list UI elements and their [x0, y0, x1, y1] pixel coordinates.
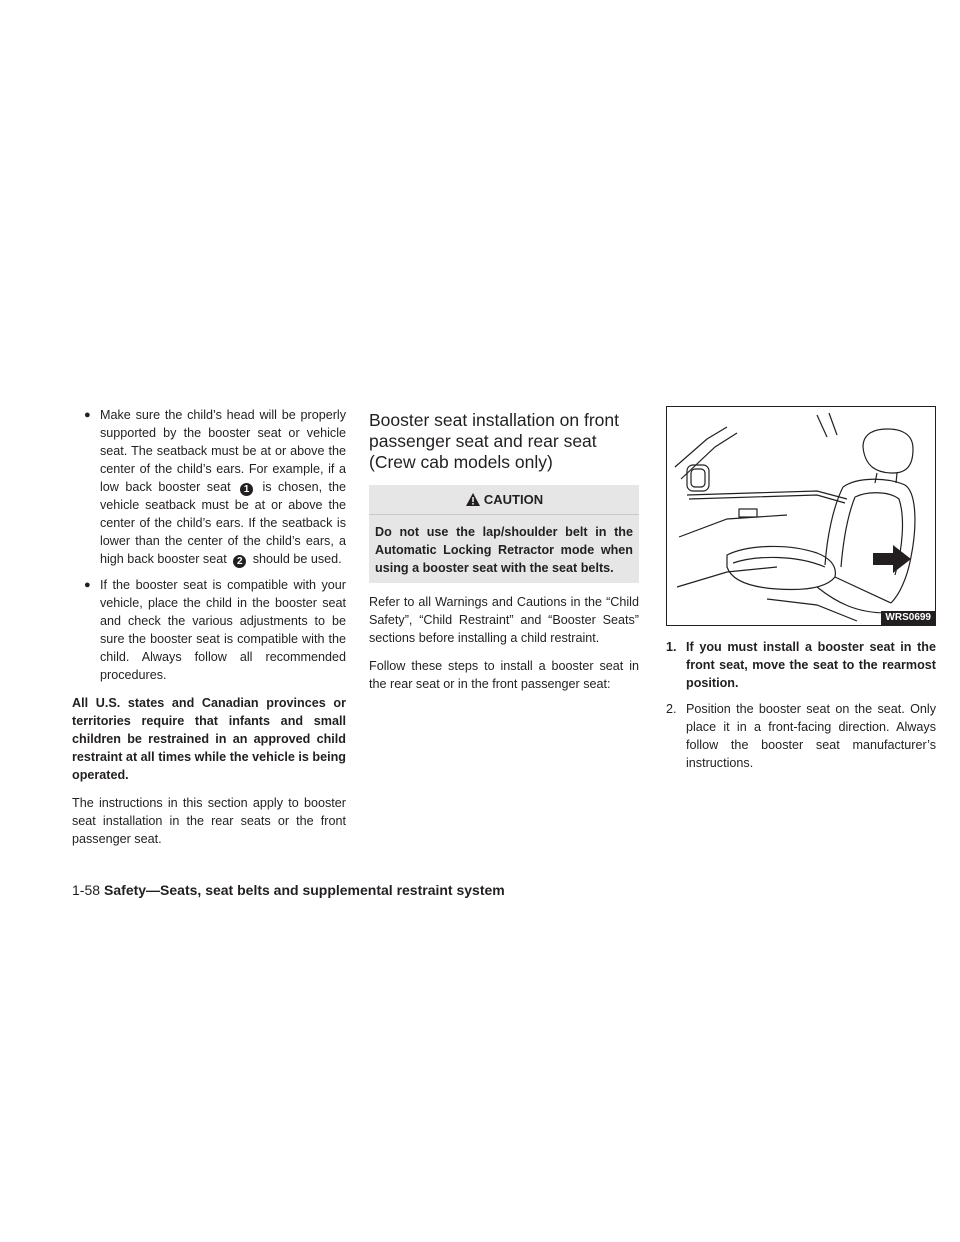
requirement-paragraph: All U.S. states and Canadian provinces or territories require that infants and small children be restrained in an approved child restraint at all times while the vehicle is being operated. [72, 696, 346, 782]
caution-text: Do not use the lap/shoulder belt in the Automatic Locking Retractor mode when using a booster seat with the seat belts. [375, 525, 633, 575]
bullet-dot-icon: ● [84, 409, 91, 421]
callout-2-icon: 2 [233, 555, 246, 568]
column-right [666, 406, 936, 780]
warning-triangle-icon [465, 492, 481, 514]
bullet-text: If the booster seat is compatible with your vehicle, place the child in the booster seat and check the various adjustments to be sure the booster seat is compatible with the child. Always follow all recommended procedures. [100, 578, 346, 682]
step-text: If you must install a booster seat in the front seat, move the seat to the rearmost position. [686, 640, 936, 690]
steps-intro-paragraph: Follow these steps to install a booster seat in the rear seat or in the front passenger seat: [369, 659, 639, 691]
step-item [666, 700, 936, 772]
callout-1-icon: 1 [240, 483, 253, 496]
column-left [72, 406, 346, 858]
bullet-item-head-support [72, 406, 346, 568]
forward-arrow-icon [873, 545, 911, 573]
seat-drawing [667, 407, 935, 625]
page-footer [72, 881, 505, 899]
step-item [666, 638, 936, 692]
step-number: 2. [666, 702, 677, 716]
scope-paragraph: The instructions in this section apply to booster seat installation in the rear seats or the front passenger seat. [72, 796, 346, 846]
column-middle [369, 406, 639, 703]
step-text: Position the booster seat on the seat. Only place it in a front-facing direction. Always follow the booster seat manufacturer’s instructions. [686, 702, 936, 770]
step-number: 1. [666, 640, 677, 654]
bullet-item-compatibility [72, 576, 346, 684]
refer-paragraph: Refer to all Warnings and Cautions in the “Child Safety”, “Child Restraint” and “Booster Seats” sections before installing a child restraint. [369, 595, 639, 645]
section-title: Booster seat installation on front passenger seat and rear seat (Crew cab models only) [369, 410, 620, 472]
seat-illustration [666, 406, 936, 626]
bullet-text-b: is chosen, the vehicle seatback must be at or above the center of the child’s ears. If the seatback is lower than the center of the child’s ears, a high back booster seat [100, 480, 347, 566]
chapter-title: Safety—Seats, seat belts and supplemental restraint system [104, 882, 505, 898]
caution-box [369, 485, 639, 583]
figure-code: WRS0699 [881, 611, 935, 625]
caution-label: CAUTION [483, 492, 544, 507]
caution-heading [369, 485, 639, 515]
bullet-text-a: Make sure the child’s head will be properly supported by the booster seat or vehicle seat. The seatback must be at or above the center of the child’s ears. For example, if a low back booster seat [100, 408, 346, 494]
steps-list [666, 638, 936, 772]
page-number: 1-58 [72, 882, 101, 898]
bullet-text-c: should be used. [252, 552, 342, 566]
bullet-dot-icon: ● [84, 579, 91, 591]
